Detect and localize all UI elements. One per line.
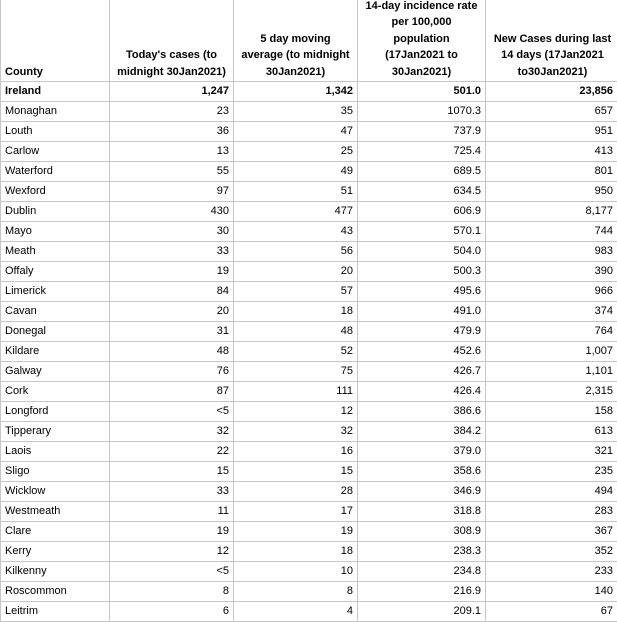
cell-todays-cases: 20: [110, 302, 234, 322]
table-row: [1, 302, 617, 322]
header-todays-cases: Today's cases (to midnight 30Jan2021): [110, 0, 234, 82]
table-row: [1, 422, 617, 442]
cell-todays-cases: 19: [110, 522, 234, 542]
cell-new-cases-14-days: 966: [486, 282, 617, 302]
table-row: [1, 222, 617, 242]
table-row: [1, 382, 617, 402]
cell-moving-average: 75: [234, 362, 358, 382]
cell-moving-average: 32: [234, 422, 358, 442]
cell-moving-average: 52: [234, 342, 358, 362]
cell-incidence-rate: 491.0: [358, 302, 486, 322]
cell-moving-average: 56: [234, 242, 358, 262]
cell-moving-average: 15: [234, 462, 358, 482]
cell-new-cases-14-days: 367: [486, 522, 617, 542]
cell-incidence-rate: 570.1: [358, 222, 486, 242]
table-row: [1, 462, 617, 482]
cell-new-cases-14-days: 613: [486, 422, 617, 442]
cell-county: Offaly: [1, 262, 110, 282]
cell-new-cases-14-days: 764: [486, 322, 617, 342]
cell-todays-cases: 87: [110, 382, 234, 402]
cell-county: Mayo: [1, 222, 110, 242]
table-body: [1, 82, 617, 622]
cell-todays-cases: 11: [110, 502, 234, 522]
cell-todays-cases: 8: [110, 582, 234, 602]
cell-todays-cases: 6: [110, 602, 234, 622]
table-row: [1, 282, 617, 302]
cell-incidence-rate: 500.3: [358, 262, 486, 282]
table-row: [1, 362, 617, 382]
cell-county: Wicklow: [1, 482, 110, 502]
cell-todays-cases: 84: [110, 282, 234, 302]
cell-county: Kilkenny: [1, 562, 110, 582]
cell-new-cases-14-days: 283: [486, 502, 617, 522]
cell-county: Cavan: [1, 302, 110, 322]
cell-todays-cases: 19: [110, 262, 234, 282]
cell-moving-average: 8: [234, 582, 358, 602]
table-row: [1, 442, 617, 462]
cell-todays-cases: 48: [110, 342, 234, 362]
cell-new-cases-14-days: 8,177: [486, 202, 617, 222]
cell-todays-cases: 1,247: [110, 82, 234, 102]
cell-incidence-rate: 386.6: [358, 402, 486, 422]
table-header: [1, 0, 617, 82]
cell-incidence-rate: 737.9: [358, 122, 486, 142]
cell-incidence-rate: 479.9: [358, 322, 486, 342]
cell-incidence-rate: 358.6: [358, 462, 486, 482]
cell-moving-average: 4: [234, 602, 358, 622]
cell-moving-average: 17: [234, 502, 358, 522]
cell-incidence-rate: 426.4: [358, 382, 486, 402]
cell-todays-cases: 23: [110, 102, 234, 122]
cell-moving-average: 43: [234, 222, 358, 242]
cell-county: Ireland: [1, 82, 110, 102]
cell-incidence-rate: 238.3: [358, 542, 486, 562]
cell-county: Laois: [1, 442, 110, 462]
cell-moving-average: 48: [234, 322, 358, 342]
cell-todays-cases: 55: [110, 162, 234, 182]
cell-incidence-rate: 346.9: [358, 482, 486, 502]
cell-incidence-rate: 634.5: [358, 182, 486, 202]
header-incidence-rate: 14-day incidence rate per 100,000 population (17Jan2021 to 30Jan2021): [358, 0, 486, 82]
cell-county: Tipperary: [1, 422, 110, 442]
cell-county: Louth: [1, 122, 110, 142]
cell-new-cases-14-days: 140: [486, 582, 617, 602]
cell-incidence-rate: 606.9: [358, 202, 486, 222]
cell-moving-average: 18: [234, 542, 358, 562]
table-row: [1, 142, 617, 162]
cell-incidence-rate: 1070.3: [358, 102, 486, 122]
cell-new-cases-14-days: 233: [486, 562, 617, 582]
cell-new-cases-14-days: 2,315: [486, 382, 617, 402]
cell-incidence-rate: 318.8: [358, 502, 486, 522]
cell-incidence-rate: 725.4: [358, 142, 486, 162]
cell-todays-cases: 32: [110, 422, 234, 442]
cell-county: Monaghan: [1, 102, 110, 122]
cell-moving-average: 19: [234, 522, 358, 542]
cell-county: Sligo: [1, 462, 110, 482]
cell-moving-average: 477: [234, 202, 358, 222]
cell-incidence-rate: 384.2: [358, 422, 486, 442]
cell-county: Galway: [1, 362, 110, 382]
cell-todays-cases: <5: [110, 402, 234, 422]
cell-county: Clare: [1, 522, 110, 542]
cell-county: Meath: [1, 242, 110, 262]
cell-moving-average: 12: [234, 402, 358, 422]
header-row: [1, 0, 617, 82]
cell-new-cases-14-days: 657: [486, 102, 617, 122]
cell-moving-average: 10: [234, 562, 358, 582]
header-county: County: [1, 0, 110, 82]
cell-moving-average: 57: [234, 282, 358, 302]
cell-todays-cases: 31: [110, 322, 234, 342]
cell-county: Limerick: [1, 282, 110, 302]
cell-new-cases-14-days: 352: [486, 542, 617, 562]
table-row: [1, 542, 617, 562]
table-row: [1, 322, 617, 342]
cell-incidence-rate: 216.9: [358, 582, 486, 602]
cell-todays-cases: 36: [110, 122, 234, 142]
cell-county: Dublin: [1, 202, 110, 222]
cell-todays-cases: 97: [110, 182, 234, 202]
cell-todays-cases: 430: [110, 202, 234, 222]
cell-county: Donegal: [1, 322, 110, 342]
cell-todays-cases: 33: [110, 242, 234, 262]
table-row: [1, 242, 617, 262]
cell-county: Cork: [1, 382, 110, 402]
table-row: [1, 102, 617, 122]
cell-moving-average: 20: [234, 262, 358, 282]
cell-incidence-rate: 209.1: [358, 602, 486, 622]
table-row: [1, 522, 617, 542]
cell-moving-average: 35: [234, 102, 358, 122]
cell-new-cases-14-days: 950: [486, 182, 617, 202]
cell-county: Wexford: [1, 182, 110, 202]
table-row: [1, 402, 617, 422]
table-row-total: [1, 82, 617, 102]
cell-moving-average: 25: [234, 142, 358, 162]
cell-todays-cases: 13: [110, 142, 234, 162]
cell-county: Waterford: [1, 162, 110, 182]
cell-new-cases-14-days: 235: [486, 462, 617, 482]
cell-moving-average: 16: [234, 442, 358, 462]
cell-county: Roscommon: [1, 582, 110, 602]
cell-new-cases-14-days: 744: [486, 222, 617, 242]
cell-incidence-rate: 495.6: [358, 282, 486, 302]
cell-todays-cases: <5: [110, 562, 234, 582]
cell-new-cases-14-days: 158: [486, 402, 617, 422]
cell-todays-cases: 33: [110, 482, 234, 502]
cell-county: Carlow: [1, 142, 110, 162]
cell-county: Kerry: [1, 542, 110, 562]
cell-incidence-rate: 379.0: [358, 442, 486, 462]
table-row: [1, 202, 617, 222]
cell-new-cases-14-days: 23,856: [486, 82, 617, 102]
cell-county: Kildare: [1, 342, 110, 362]
cell-new-cases-14-days: 1,101: [486, 362, 617, 382]
table-row: [1, 562, 617, 582]
header-moving-average: 5 day moving average (to midnight 30Jan2021): [234, 0, 358, 82]
table-row: [1, 482, 617, 502]
cell-new-cases-14-days: 321: [486, 442, 617, 462]
cell-incidence-rate: 308.9: [358, 522, 486, 542]
cell-todays-cases: 15: [110, 462, 234, 482]
cell-county: Leitrim: [1, 602, 110, 622]
cell-todays-cases: 30: [110, 222, 234, 242]
cell-new-cases-14-days: 951: [486, 122, 617, 142]
cell-todays-cases: 76: [110, 362, 234, 382]
cell-new-cases-14-days: 1,007: [486, 342, 617, 362]
header-new-cases-14-days: New Cases during last 14 days (17Jan2021 to30Jan2021): [486, 0, 617, 82]
cell-new-cases-14-days: 390: [486, 262, 617, 282]
cell-new-cases-14-days: 374: [486, 302, 617, 322]
table-row: [1, 502, 617, 522]
cell-incidence-rate: 426.7: [358, 362, 486, 382]
cell-moving-average: 18: [234, 302, 358, 322]
cell-new-cases-14-days: 494: [486, 482, 617, 502]
cell-new-cases-14-days: 801: [486, 162, 617, 182]
cell-incidence-rate: 452.6: [358, 342, 486, 362]
table-row: [1, 182, 617, 202]
cell-todays-cases: 22: [110, 442, 234, 462]
cell-incidence-rate: 234.8: [358, 562, 486, 582]
table-row: [1, 162, 617, 182]
cell-county: Longford: [1, 402, 110, 422]
cell-moving-average: 1,342: [234, 82, 358, 102]
cell-moving-average: 111: [234, 382, 358, 402]
cell-moving-average: 51: [234, 182, 358, 202]
cell-moving-average: 47: [234, 122, 358, 142]
cell-todays-cases: 12: [110, 542, 234, 562]
cell-incidence-rate: 689.5: [358, 162, 486, 182]
table-row: [1, 602, 617, 622]
cell-incidence-rate: 504.0: [358, 242, 486, 262]
cell-new-cases-14-days: 983: [486, 242, 617, 262]
cell-moving-average: 49: [234, 162, 358, 182]
table-row: [1, 262, 617, 282]
table-row: [1, 582, 617, 602]
cell-moving-average: 28: [234, 482, 358, 502]
cell-county: Westmeath: [1, 502, 110, 522]
table-row: [1, 342, 617, 362]
table-row: [1, 122, 617, 142]
cell-incidence-rate: 501.0: [358, 82, 486, 102]
cell-new-cases-14-days: 413: [486, 142, 617, 162]
cell-new-cases-14-days: 67: [486, 602, 617, 622]
